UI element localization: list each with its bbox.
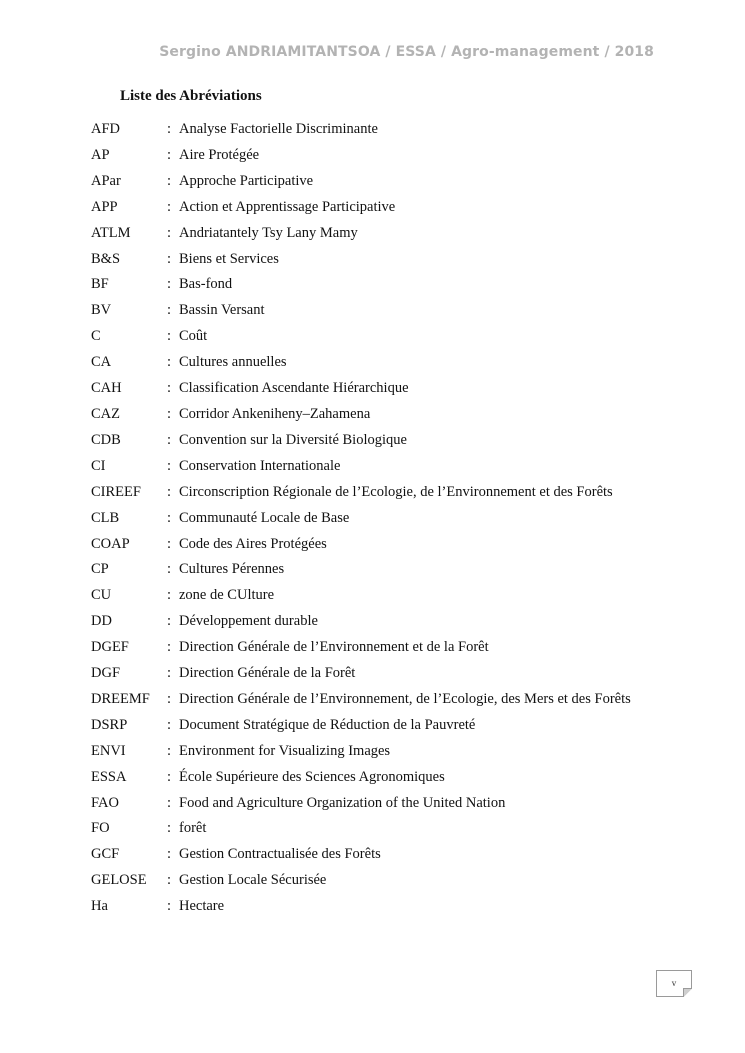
- abbreviation-separator: :: [167, 587, 172, 604]
- abbreviation-row: [91, 532, 651, 558]
- abbreviation-separator: :: [167, 742, 172, 759]
- abbreviation-definition: Circonscription Régionale de l’Ecologie, de l’Environnement et des Forêts: [179, 483, 613, 500]
- abbreviation-definition: Gestion Locale Sécurisée: [179, 872, 327, 889]
- abbreviation-row: [91, 324, 651, 350]
- page-number: v: [656, 970, 692, 997]
- abbreviation-row: [91, 506, 651, 532]
- abbreviation-term: FAO: [91, 794, 119, 811]
- abbreviation-term: AP: [91, 146, 110, 163]
- abbreviation-term: CDB: [91, 431, 121, 448]
- abbreviation-row: [91, 376, 651, 402]
- section-title: Liste des Abréviations: [120, 88, 262, 104]
- abbreviation-separator: :: [167, 561, 172, 578]
- abbreviation-separator: :: [167, 509, 172, 526]
- abbreviation-definition: Document Stratégique de Réduction de la Pauvreté: [179, 716, 476, 733]
- abbreviation-definition: Bassin Versant: [179, 302, 265, 319]
- abbreviation-separator: :: [167, 328, 172, 345]
- abbreviation-definition: Analyse Factorielle Discriminante: [179, 121, 378, 137]
- abbreviation-row: [91, 713, 651, 739]
- abbreviation-list: [91, 117, 651, 920]
- abbreviation-term: CIREEF: [91, 483, 141, 500]
- abbreviation-definition: Gestion Contractualisée des Forêts: [179, 846, 381, 863]
- abbreviation-term: GELOSE: [91, 872, 147, 889]
- abbreviation-definition: forêt: [179, 820, 207, 837]
- abbreviation-separator: :: [167, 768, 172, 785]
- abbreviation-row: [91, 635, 651, 661]
- abbreviation-term: DSRP: [91, 716, 128, 733]
- abbreviation-term: CP: [91, 561, 109, 578]
- abbreviation-term: ATLM: [91, 224, 131, 241]
- abbreviation-definition: Code des Aires Protégées: [179, 535, 327, 552]
- abbreviation-row: [91, 894, 651, 920]
- abbreviation-row: [91, 221, 651, 247]
- abbreviation-term: FO: [91, 820, 110, 837]
- abbreviation-term: GCF: [91, 846, 120, 863]
- abbreviation-separator: :: [167, 224, 172, 241]
- abbreviation-separator: :: [167, 405, 172, 422]
- abbreviation-definition: Hectare: [179, 898, 225, 915]
- abbreviation-separator: :: [167, 898, 172, 915]
- abbreviation-term: CI: [91, 457, 106, 474]
- abbreviation-row: [91, 816, 651, 842]
- abbreviation-row: [91, 247, 651, 273]
- abbreviation-row: [91, 272, 651, 298]
- abbreviation-definition: Convention sur la Diversité Biologique: [179, 431, 407, 448]
- abbreviation-separator: :: [167, 690, 172, 707]
- abbreviation-term: BF: [91, 276, 109, 293]
- abbreviation-separator: :: [167, 250, 172, 267]
- abbreviation-definition: Andriatantely Tsy Lany Mamy: [179, 224, 358, 241]
- abbreviation-separator: :: [167, 535, 172, 552]
- abbreviation-separator: :: [167, 431, 172, 448]
- running-header: Sergino ANDRIAMITANTSOA / ESSA / Agro-management / 2018: [159, 44, 654, 60]
- abbreviation-definition: Direction Générale de l’Environnement, de l’Ecologie, des Mers et des Forêts: [179, 690, 631, 707]
- abbreviation-definition: Action et Apprentissage Participative: [179, 198, 396, 215]
- abbreviation-definition: Communauté Locale de Base: [179, 509, 350, 526]
- abbreviation-separator: :: [167, 121, 172, 137]
- abbreviation-separator: :: [167, 172, 172, 189]
- abbreviation-term: DGEF: [91, 639, 129, 656]
- abbreviation-term: APar: [91, 172, 121, 189]
- abbreviation-definition: Food and Agriculture Organization of the United Nation: [179, 794, 506, 811]
- abbreviation-term: ENVI: [91, 742, 126, 759]
- abbreviation-term: CA: [91, 354, 112, 371]
- abbreviation-separator: :: [167, 846, 172, 863]
- abbreviation-term: DD: [91, 613, 112, 630]
- abbreviation-term: BV: [91, 302, 112, 319]
- abbreviation-definition: Conservation Internationale: [179, 457, 341, 474]
- abbreviation-term: CU: [91, 587, 112, 604]
- abbreviation-separator: :: [167, 457, 172, 474]
- abbreviation-definition: Corridor Ankeniheny–Zahamena: [179, 405, 371, 422]
- abbreviation-row: [91, 739, 651, 765]
- abbreviation-term: CAZ: [91, 405, 120, 422]
- abbreviation-row: [91, 454, 651, 480]
- abbreviation-separator: :: [167, 665, 172, 682]
- abbreviation-definition: Approche Participative: [179, 172, 314, 189]
- abbreviation-definition: Biens et Services: [179, 250, 279, 267]
- abbreviation-term: DREEMF: [91, 690, 150, 707]
- abbreviation-term: C: [91, 328, 101, 345]
- abbreviation-term: AFD: [91, 121, 121, 137]
- abbreviation-term: COAP: [91, 535, 130, 552]
- abbreviation-row: [91, 842, 651, 868]
- abbreviation-row: [91, 583, 651, 609]
- abbreviation-term: ESSA: [91, 768, 127, 785]
- abbreviation-definition: Environment for Visualizing Images: [179, 742, 391, 759]
- abbreviation-row: [91, 609, 651, 635]
- abbreviation-separator: :: [167, 354, 172, 371]
- abbreviation-separator: :: [167, 380, 172, 397]
- abbreviation-definition: Bas-fond: [179, 276, 233, 293]
- abbreviation-row: [91, 765, 651, 791]
- abbreviation-row: [91, 557, 651, 583]
- abbreviation-separator: :: [167, 794, 172, 811]
- abbreviation-term: DGF: [91, 665, 121, 682]
- abbreviation-definition: Développement durable: [179, 613, 318, 630]
- abbreviation-separator: :: [167, 276, 172, 293]
- abbreviation-separator: :: [167, 639, 172, 656]
- abbreviation-row: [91, 143, 651, 169]
- abbreviation-term: APP: [91, 198, 118, 215]
- abbreviation-row: [91, 687, 651, 713]
- abbreviation-separator: :: [167, 716, 172, 733]
- abbreviation-separator: :: [167, 820, 172, 837]
- abbreviation-row: [91, 350, 651, 376]
- abbreviation-row: [91, 868, 651, 894]
- abbreviation-separator: :: [167, 872, 172, 889]
- abbreviation-separator: :: [167, 302, 172, 319]
- abbreviation-row: [91, 169, 651, 195]
- abbreviation-definition: Aire Protégée: [179, 146, 260, 163]
- abbreviation-definition: zone de CUlture: [179, 587, 275, 604]
- abbreviation-definition: École Supérieure des Sciences Agronomiques: [179, 768, 445, 785]
- abbreviation-definition: Direction Générale de la Forêt: [179, 665, 356, 682]
- abbreviation-definition: Coût: [179, 328, 208, 345]
- abbreviation-separator: :: [167, 483, 172, 500]
- abbreviation-row: [91, 428, 651, 454]
- abbreviation-definition: Classification Ascendante Hiérarchique: [179, 380, 409, 397]
- abbreviation-separator: :: [167, 146, 172, 163]
- abbreviation-definition: Cultures Pérennes: [179, 561, 285, 578]
- abbreviation-term: CAH: [91, 380, 122, 397]
- abbreviation-definition: Direction Générale de l’Environnement et de la Forêt: [179, 639, 489, 656]
- abbreviation-row: [91, 661, 651, 687]
- abbreviation-row: [91, 791, 651, 817]
- abbreviation-separator: :: [167, 613, 172, 630]
- abbreviation-term: B&S: [91, 250, 121, 267]
- abbreviation-row: [91, 298, 651, 324]
- abbreviation-definition: Cultures annuelles: [179, 354, 287, 371]
- abbreviation-term: Ha: [91, 898, 108, 915]
- abbreviation-term: CLB: [91, 509, 120, 526]
- abbreviation-separator: :: [167, 198, 172, 215]
- abbreviation-row: [91, 480, 651, 506]
- abbreviation-row: [91, 402, 651, 428]
- abbreviation-row: [91, 117, 651, 143]
- abbreviation-row: [91, 195, 651, 221]
